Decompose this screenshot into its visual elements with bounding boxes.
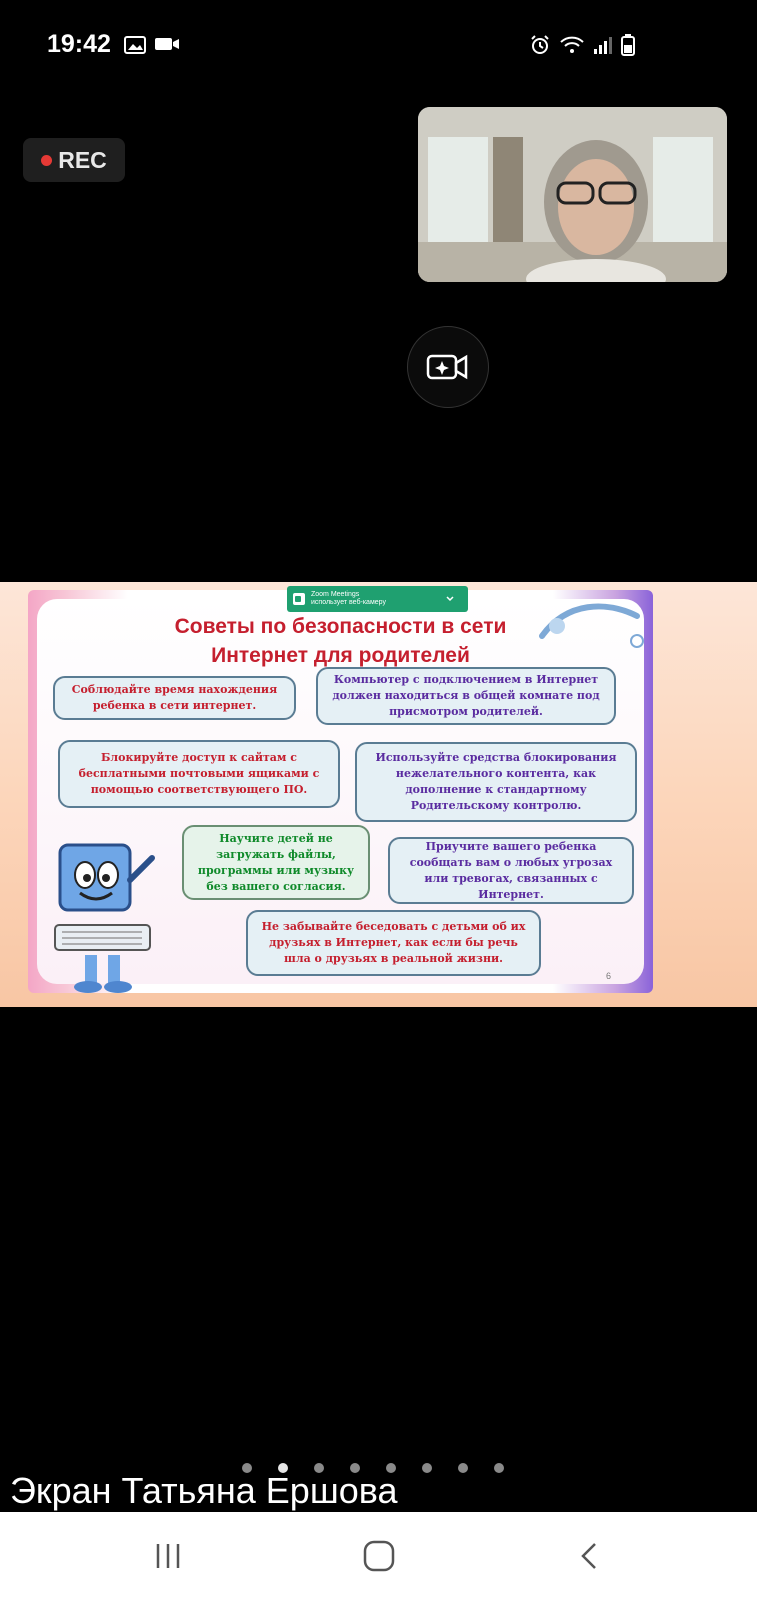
shared-screen[interactable] (0, 582, 757, 1007)
page-dot[interactable] (494, 1463, 504, 1473)
zoom-camera-notice[interactable] (287, 586, 468, 612)
page-dot[interactable] (458, 1463, 468, 1473)
slide-title-line1: Советы по безопасности в сети (174, 615, 507, 638)
alarm-icon (529, 34, 551, 56)
tip-bubble (53, 676, 296, 720)
participant-avatar (418, 107, 727, 282)
participant-video[interactable] (418, 107, 727, 282)
home-icon (362, 1539, 396, 1573)
status-icons-right (529, 34, 635, 56)
recording-dot (41, 155, 52, 166)
tip-text: Не забывайте беседовать с детьми об их друзьях в Интернет, как если бы речь шла о друзьях в реальной жизни. (261, 920, 526, 965)
tip-bubble (246, 910, 541, 976)
screen-share-label: Экран Татьяна Ершова (10, 1470, 398, 1511)
tip-bubble (355, 742, 637, 822)
status-time: 19:42 (47, 30, 111, 58)
recent-apps-icon (153, 1542, 183, 1570)
computer-mascot-illustration (30, 830, 180, 993)
system-navigation-bar (0, 1512, 757, 1600)
tip-text: Компьютер с подключением в Интернет должен находиться в общей комнате под присмотром родителей. (332, 673, 600, 718)
recent-apps-button[interactable] (144, 1532, 192, 1580)
video-camera-icon (154, 36, 180, 52)
slide-page-number: 6 (605, 971, 611, 981)
tip-text: Соблюдайте время нахождения ребенка в сети интернет. (71, 683, 278, 712)
presentation-slide (28, 590, 653, 993)
battery-icon (621, 34, 635, 56)
status-icons-left (124, 36, 180, 54)
slide-title-line2: Интернет для родителей (211, 644, 470, 667)
back-button[interactable] (566, 1532, 614, 1580)
tip-bubble (182, 825, 370, 900)
home-button[interactable] (355, 1532, 403, 1580)
tip-text: Используйте средства блокирования нежелательного контента, как дополнение к стандартному Родительскому контролю. (375, 751, 617, 812)
tip-bubble (388, 837, 634, 904)
tip-bubble (58, 740, 340, 808)
zoom-notice-subtitle: использует веб-камеру (311, 599, 386, 606)
recording-badge (23, 138, 125, 182)
zoom-notice-text (311, 591, 439, 607)
tip-text: Блокируйте доступ к сайтам с бесплатными почтовыми ящиками с помощью соответствующего ПО. (78, 751, 320, 796)
tip-text: Научите детей не загружать файлы, программы или музыку без вашего согласия. (197, 831, 355, 893)
gallery-icon (124, 36, 146, 54)
tip-bubble (316, 667, 616, 725)
signal-icon (593, 35, 613, 55)
tip-text: Приучите вашего ребенка сообщать вам о любых угрозах или тревогах, связанных с Интернет. (409, 839, 613, 901)
decorative-swirl (537, 596, 647, 656)
camera-effects-button[interactable] (407, 326, 489, 408)
back-icon (578, 1541, 602, 1571)
video-sparkle-icon (426, 352, 470, 382)
chevron-down-icon[interactable] (445, 594, 455, 604)
recording-label: REC (58, 146, 107, 173)
wifi-icon (559, 35, 585, 55)
zoom-notice-title: Zoom Meetings (311, 591, 360, 598)
page-dot[interactable] (422, 1463, 432, 1473)
zoom-app-icon (293, 593, 305, 605)
